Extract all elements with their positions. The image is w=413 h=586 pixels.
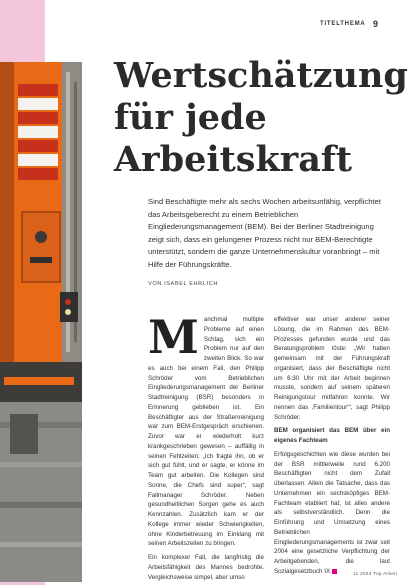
- truck-illustration: [0, 62, 82, 582]
- body-paragraph: [148, 310, 264, 549]
- body-text: Erfolgsgeschichten wie diese wurden bei der BSR mittlerweile rund 6.200 Beschäftigten nicht dem Zufall überlassen. Allein die Tatsache, dass das Unternehmen ein sechsköpfiges BEM-Fachteam etabliert hat, ist alles andere als selbstverständlich. Denn die Einführung und Umsetzung eines Betrieblichen Eingliederungsmanagements ist zwar seit 2004 eine gesetzliche Verpflichtung der Arbeitgebenden, die laut Sozialgesetzbuch IX: [274, 450, 390, 575]
- end-mark-icon: [332, 569, 337, 574]
- body-text: anchmal multiple Probleme auf einen Schlag, sich ein Problem nur auf den zweiten Blick. So war es auch bei einem Fall, den Philipp Schröder vom Betrieblichen Eingliederungsmanagement der Berliner Stadtreinigung (BSR) besonders in Erinnerung geblieben ist. Ein Beschäftigter aus der Straßenreinigung war zum BEM-Erstgespräch erschienen. Zuvor war er wiederholt kurz krankgeschrieben gewesen – auffällig in seinen Fehlzeiten: „Ich fragte ihn, ob er sich gut fühlt, und er sagte, er könne im Team gut arbeiten. Die Kollegen sind Sonne, die Chefs sind super“, sagt Fallmanager Schröder. Neben gesundheitlichen Sorgen gehe es auch Kennzahlen. Zusätzlich kam er der Kollege immer wieder Schwierigkeiten, ohne Kinderbetreuung im Einklang mit seinen Arbeitszeiten zu bringen.: [148, 316, 264, 548]
- body-paragraph: effektiver war unser anderer seiner Lösung, die im Rahmen des BEM-Prozesses gefunden wurde und das Beratungsproblem löste: „Wir haben gemeinsam mit der Führungskraft organisiert, dass der Beschäftigte nicht um 6:30 Uhr mit der Arbeit beginnen musste, sondern auf seinem späteren Reinigungstour mitfahren konnte. Wir nennen das ‚Familientour‘“, sagt Philipp Schröder.: [274, 316, 390, 421]
- body-paragraph: [274, 450, 390, 577]
- title-line-2: für jede: [114, 97, 267, 138]
- article-title: [114, 55, 408, 181]
- page-number: 9: [373, 19, 379, 29]
- lead-paragraph: Sind Beschäftigte mehr als sechs Wochen arbeitsunfähig, verpflichtet das Arbeitsgeberecht zu einem Betrieblichen Eingliederungsmanagement (BEM). Bei der Berliner Stadtreinigung zeigt sich, dass ein gelungener Prozess nicht nur BEM-Berechtigte unterstützt, sondern die ganze Unternehmenskultur voranbringt – mit Hilfe der Führungskräfte.: [148, 197, 381, 269]
- title-line-3: Arbeitskraft: [114, 139, 353, 180]
- article-column-right: [274, 315, 390, 581]
- footer-issue: 11 2024 Top Arbeit: [353, 571, 398, 576]
- section-subhead: BEM organisiert das BEM über ein eigenes Fachteam: [274, 427, 390, 444]
- drop-cap: M: [148, 310, 199, 364]
- garbage-truck-photo: [0, 62, 82, 582]
- author-byline: VON ISABEL EHRLICH: [148, 281, 218, 287]
- body-paragraph: Ein komplexer Fall, die langfristig die Arbeitsfähigkeit des Mannes bedrohte. Vergleichsweise simpel, aber umso: [148, 554, 264, 581]
- article-column-left: [148, 310, 264, 586]
- section-label: TITELTHEMA: [320, 21, 366, 27]
- title-line-1: Wertschätzung: [114, 55, 408, 96]
